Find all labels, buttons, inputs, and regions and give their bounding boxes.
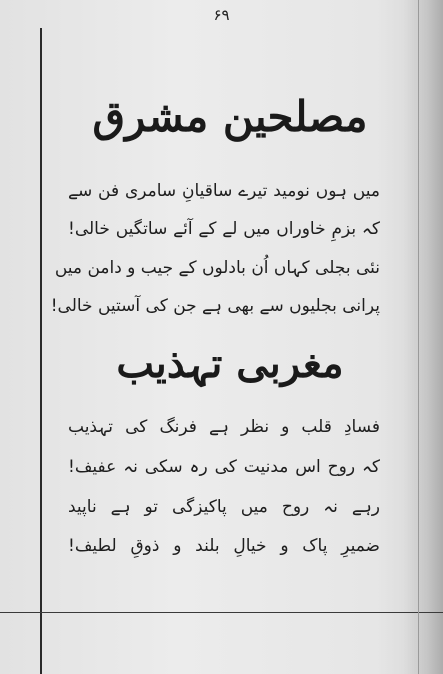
poem-1-line-3: نئی بجلی کہاں اُن بادلوں کے جیب و دامن میں [54,258,380,278]
poem-1-line-2: کہ بزمِ خاوراں میں لے کے آئے ساتگیں خالی! [68,219,380,239]
page-number: ۶۹ [213,6,230,24]
page-edge-line [418,0,419,674]
poem-2-line-3: رہے نہ روح میں پاکیزگی تو ہے ناپید [68,497,380,517]
page-border-bottom [0,612,443,613]
poem-1-line-1: میں ہوں نومید تیرے ساقیانِ سامری فن سے [68,181,380,201]
poem-1-line-4: پرانی بجلیوں سے بھی ہے جن کی آستیں خالی! [50,296,380,316]
poem-2-line-2: کہ روح اس مدنیت کی رہ سکی نہ عفیف! [68,457,380,477]
poem-1-title: مصلحین مشرق [92,92,368,141]
page-gutter-shadow [403,0,443,674]
poem-2-title: مغربی تہذیب [116,340,344,387]
page-border-left [40,28,42,674]
poem-2-line-1: فسادِ قلب و نظر ہے فرنگ کی تہذیب [68,417,380,437]
poem-2-line-4: ضمیرِ پاک و خیالِ بلند و ذوقِ لطیف! [68,536,380,556]
